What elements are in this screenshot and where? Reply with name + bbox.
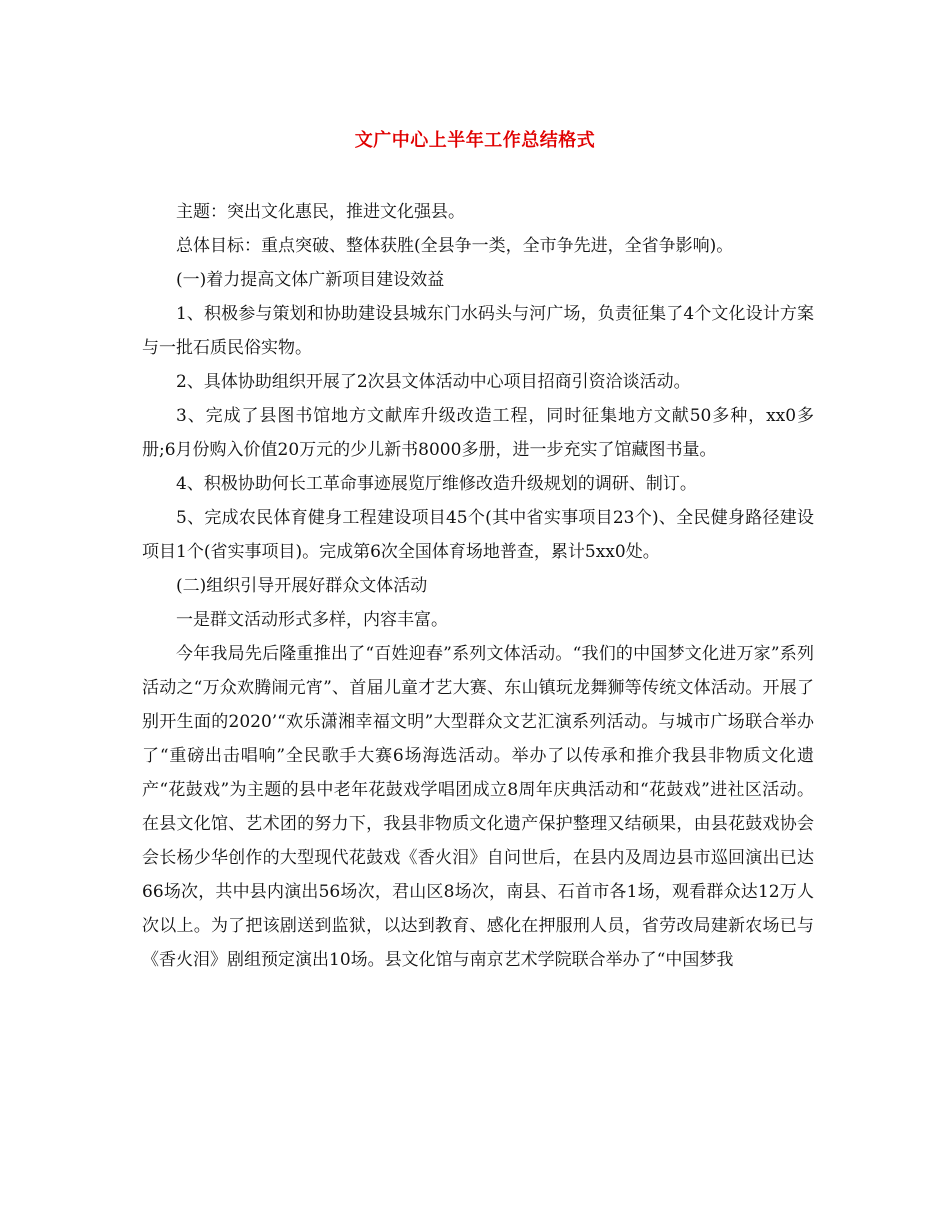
section-heading-2: (二)组织引导开展好群众文体活动 <box>176 576 428 596</box>
paragraph-item-2: 2、具体协助组织开展了2次县文体活动中心项目招商引资洽谈活动。 <box>176 372 691 392</box>
paragraph-item-3: 3、完成了县图书馆地方文献库升级改造工程，同时征集地方文献50多种，xx0多册;6月份购入价值20万元的少儿新书8000多册，进一步充实了馆藏图书量。 <box>142 406 814 460</box>
paragraph-item-1: 1、积极参与策划和协助建设县城东门水码头与河广场，负责征集了4个文化设计方案与一批石质民俗实物。 <box>142 304 814 358</box>
document-title: 文广中心上半年工作总结格式 <box>354 130 596 151</box>
paragraph-item-5: 5、完成农民体育健身工程建设项目45个(其中省实事项目23个)、全民健身路径建设项目1个(省实事项目)。完成第6次全国体育场地普查，累计5xx0处。 <box>142 508 814 562</box>
section-heading-1: (一)着力提高文体广新项目建设效益 <box>176 270 445 290</box>
paragraph-overall-goal: 总体目标：重点突破、整体获胜(全县争一类，全市争先进，全省争影响)。 <box>176 236 734 256</box>
paragraph-item-4: 4、积极协助何长工革命事迹展览厅维修改造升级规划的调研、制订。 <box>176 474 697 494</box>
document-body <box>142 195 814 977</box>
paragraph-theme: 主题：突出文化惠民，推进文化强县。 <box>176 202 465 222</box>
paragraph-activities: 今年我局先后隆重推出了“百姓迎春”系列文体活动。“我们的中国梦文化进万家”系列活动之“万众欢腾闹元宵”、首届儿童才艺大赛、东山镇玩龙舞狮等传统文体活动。开展了别开生面的2020’“欢乐潇湘幸福文明”大型群众文艺汇演系列活动。与城市广场联合举办了“重磅出击唱响”全民歌手大赛6场海选活动。举办了以传承和推介我县非物质文化遗产“花鼓戏”为主题的县中老年花鼓戏学唱团成立8周年庆典活动和“花鼓戏”进社区活动。在县文化馆、艺术团的努力下，我县非物质文化遗产保护整理又结硕果，由县花鼓戏协会会长杨少华创作的大型现代花鼓戏《香火泪》自问世后，在县内及周边县市巡回演出已达66场次，共中县内演出56场次，君山区8场次，南县、石首市各1场，观看群众达12万人次以上。为了把该剧送到监狱，以达到教育、感化在押服刑人员，省劳改局建新农场已与《香火泪》剧组预定演出10场。县文化馆与南京艺术学院联合举办了“中国梦我 <box>142 644 814 970</box>
paragraph-subheading: 一是群文活动形式多样，内容丰富。 <box>176 610 448 630</box>
